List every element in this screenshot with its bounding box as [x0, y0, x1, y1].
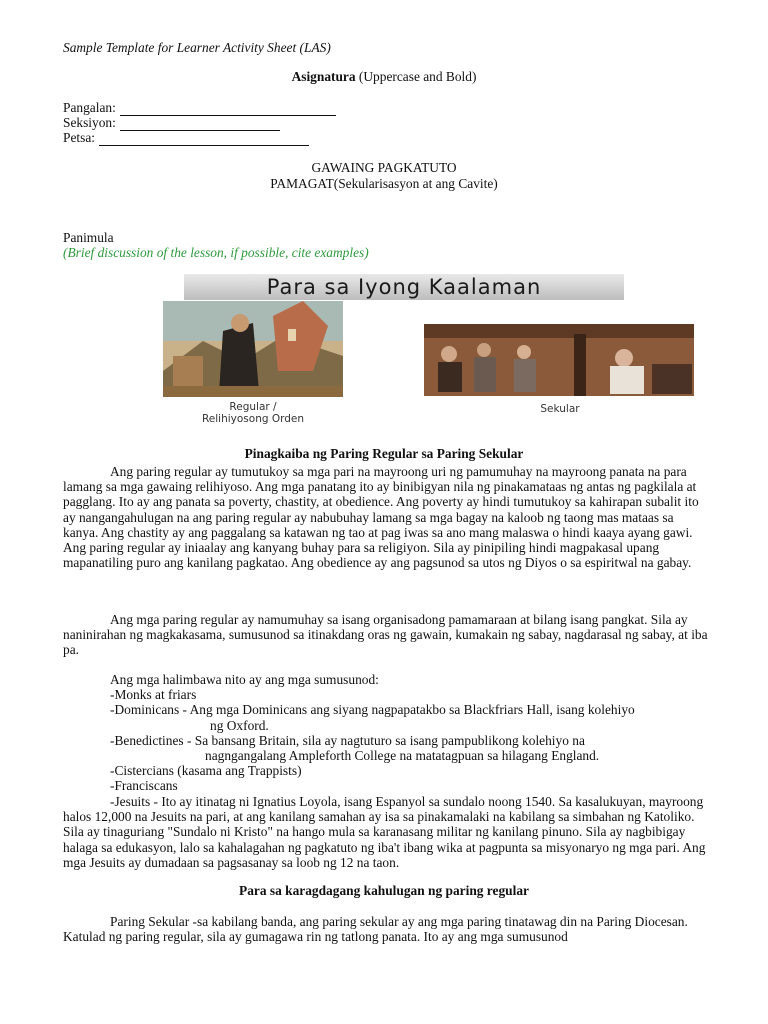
- section-label: Seksiyon:: [63, 115, 116, 130]
- regular-priest-image: [163, 301, 343, 397]
- subsection-title: Para sa karagdagang kahulugan ng paring regular: [239, 883, 529, 898]
- paragraph-1-text: Ang paring regular ay tumutukoy sa mga pari na mayroong uri ng pamumuhay na mayroong panata na para lamang sa mga gawaing relihiyoso. Ang mga panatang ito ay binibigyan nila ng pinakamataas ng antas ng pagkilala at pagglang. Ito ay ang panata sa poverty, chastity, at obedience. Ang poverty ay hindi tumutukoy sa kahirapan subalit ito ay nangangahulugan na ang paring regular ay nabubuhay lamang sa mga bagay na kaloob ng taong mas mataas sa kanya. Ang chastity ay ang paggalang sa katawan ng tao at pag iwas sa ano mang malaswa o hindi kaaya ayang gawi. Ang paring regular ay iniaalay ang kanyang buhay para sa religiyon. Sila ay pinipiling hindi magpakasal upang mapanatiling puro ang kanilang pagkatao. Ang obedience ay ang pagsunod sa utos ng Diyos o sa espiritwal na gabay.: [63, 464, 699, 571]
- subject-label: Asignatura: [291, 69, 356, 84]
- paragraph-organized-life: [63, 612, 708, 658]
- subject-note: (Uppercase and Bold): [355, 69, 477, 84]
- list-item-franciscans: -Franciscans: [110, 778, 178, 794]
- secular-priest-illustration: [424, 324, 694, 396]
- activity-title: PAMAGAT(Sekularisasyon at ang Cavite): [270, 176, 498, 191]
- paragraph-2-text: Ang mga paring regular ay namumuhay sa isang organisadong pamamaraan at bilang isang pangkat. Sila ay naninirahan ng magkakasama, sumusunod sa itinakdang oras ng gawain, kumakain ng sabay, nagdarasal ng sabay, at iba pa.: [63, 612, 708, 658]
- regular-caption-line-2: Relihiyosong Orden: [201, 413, 305, 425]
- regular-priest-illustration: [163, 301, 343, 397]
- secular-caption: Sekular: [540, 403, 580, 415]
- regular-caption-line-1: Regular /: [229, 401, 277, 413]
- paragraph-secular-priests: [63, 914, 708, 944]
- examples-intro: Ang mga halimbawa nito ay ang mga sumusunod:: [110, 672, 379, 687]
- figure-banner: [184, 274, 624, 300]
- list-item-dominicans-cont: ng Oxford.: [210, 717, 269, 733]
- paragraph-3-text: Paring Sekular -sa kabilang banda, ang paring sekular ay ang mga paring tinatawag din na Paring Diocesan. Katulad ng paring regular, sila ay gumagawa rin ng tatlong panata. Ito ay ang mga sumusunod: [63, 914, 688, 945]
- jesuits-text: -Jesuits - Ito ay itinatag ni Ignatius Loyola, isang Espanyol sa sundalo noong 1540. Sa kasalukuyan, mayroong halos 12,000 na Jesuits na pari, at ang kanilang samahan ay isa sa pinakamalaki na kabilang sa simbahan ng Katoliko. Sila ay tinaguriang "Sundalo ni Kristo" na hango mula sa karanasang militar ng kanilang pinuno. Sila ay nagbibigay halaga sa edukasyon, lalo sa kahalagahan ng pagkatuto ng iba't ibang wika at pagpunta sa misyonaryo ng mga pari. Ang mga Jesuits ay dumadaan sa pagsasanay sa loob ng 12 na taon.: [63, 794, 706, 870]
- date-field: [63, 130, 309, 146]
- intro-label: Panimula: [63, 230, 114, 245]
- list-item-cistercians: -Cistercians (kasama ang Trappists): [110, 763, 302, 779]
- intro-note: (Brief discussion of the lesson, if possible, cite examples): [63, 245, 369, 260]
- list-item-monks: -Monks at friars: [110, 687, 197, 703]
- subject-line: [0, 69, 768, 85]
- list-item-dominicans: -Dominicans - Ang mga Dominicans ang siyang nagpapatakbo sa Blackfriars Hall, isang kolehiyo: [110, 702, 635, 718]
- paragraph-regular-priests: [63, 464, 708, 570]
- regular-caption: [155, 401, 351, 425]
- date-label: Petsa:: [63, 130, 95, 145]
- examples-list: [110, 672, 710, 794]
- list-item-benedictines-cont: nagngangalang Ampleforth College na matatagpuan sa hilagang England.: [205, 748, 600, 764]
- activity-heading: GAWAING PAGKATUTO: [311, 160, 457, 175]
- section-title: Pinagkaiba ng Paring Regular sa Paring Sekular: [244, 446, 524, 461]
- banner-text: Para sa Iyong Kaalaman: [266, 275, 542, 299]
- name-field: [63, 100, 336, 116]
- list-item-benedictines: -Benedictines - Sa bansang Britain, sila ay nagtuturo sa isang pampublikong kolehiyo na: [110, 732, 585, 748]
- name-label: Pangalan:: [63, 100, 116, 115]
- list-item-jesuits: [63, 794, 708, 870]
- date-blank[interactable]: [99, 133, 309, 146]
- section-field: [63, 115, 280, 131]
- template-title: Sample Template for Learner Activity Sheet (LAS): [63, 40, 331, 55]
- secular-priest-image: [424, 324, 694, 396]
